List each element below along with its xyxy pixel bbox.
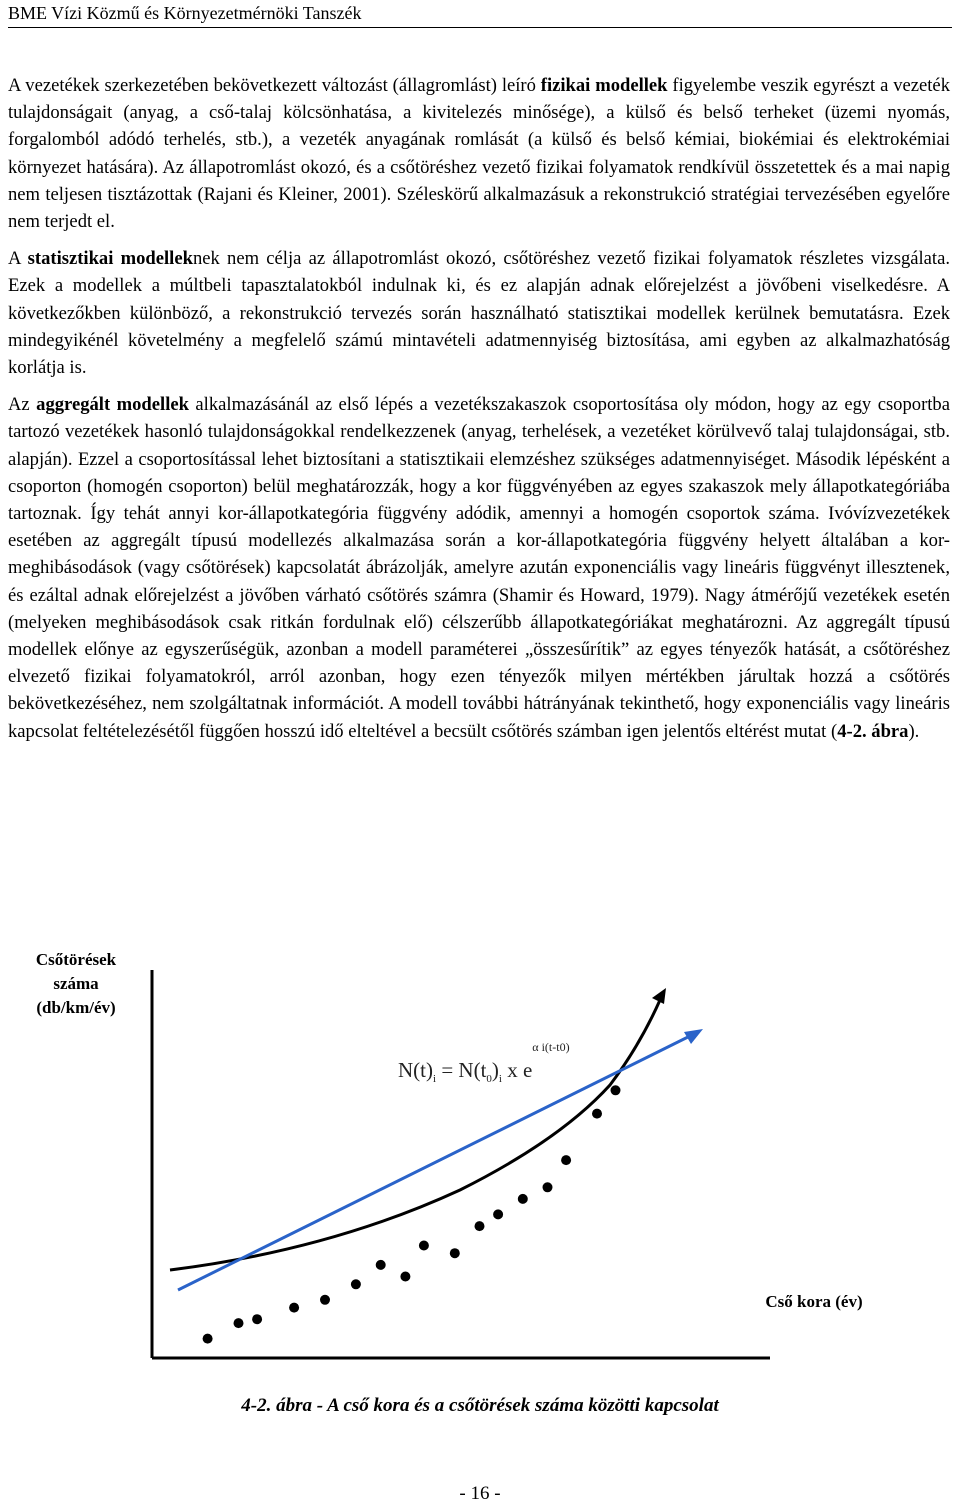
data-point: [376, 1260, 386, 1270]
page-number: - 16 -: [459, 1483, 501, 1504]
data-point: [561, 1155, 571, 1165]
formula-lhs-subscript: i: [433, 1073, 437, 1086]
data-point: [611, 1085, 621, 1095]
data-point: [320, 1295, 330, 1305]
data-point: [203, 1334, 213, 1344]
data-point: [592, 1109, 602, 1119]
data-point: [400, 1272, 410, 1282]
linear-fit-arrowhead: [684, 1029, 703, 1044]
formula-lhs: N(t): [398, 1058, 433, 1082]
text-run: nek nem célja az állapotromlást okozó, csőtöréshez vezető fizikai folyamatok részletes vizsgálata. Ezek a modellek a múltbeli tapasztalatokból indulnak ki, és ez alapján adnak előrejelzést a jövőbeni viselkedésre. A következőkben különböző, a rekonstrukció tervezés során használható statisztikai modellek kerülnek bemutatásra. Ezek mindegyikénél követelmény a megfelelő számú mintavételi adatmennyiség biztosítása, ami egyben az alkalmazhatóság korlátja is.: [8, 248, 950, 379]
figure-plot: [0, 930, 960, 1430]
y-axis-label: Csőtörések száma (db/km/év): [35, 950, 117, 1017]
formula-exponent: α i(t-t0): [532, 1040, 570, 1054]
text-run: Az: [8, 394, 37, 416]
data-point: [351, 1279, 361, 1289]
data-point: [493, 1209, 503, 1219]
formula-equals: = N(t: [436, 1058, 487, 1082]
exponential-fit-curve: [170, 1000, 660, 1270]
bold-term: aggregált modellek: [36, 394, 189, 416]
figure-caption: 4-2. ábra - A cső kora és a csőtörések száma közötti kapcsolat: [241, 1395, 719, 1416]
text-run: alkalmazásánál az első lépés a vezetékszakaszok csoportosítása oly módon, hogy az egy csoportba tartozó vezetékek hasonló tulajdonságokkal rendelkezzenek (anyag, terhelések, a vezetéket körülvevő talaj tulajdonságai, stb. alapján). Ezzel a csoportosítással lehet biztosítani a statisztikaii elemzéshez szükséges adatmennyiséget. Második lépésként a csoporton (homogén csoporton) belül meghatározzák, hogy a kor függvényében az egyes szakaszok mely állapotkategóriába tartoznak. Így tehát annyi kor-állapotkategória függvény adódik, amennyi a homogén csoportok száma. Ivóvízvezetékek esetében az aggregált típusú modellezés alkalmazása során a kor-állapotkategória függvény helyett általában a kor-meghibásodások (vagy csőtörések) kapcsolatát ábrázolják, amelyre azután exponenciális vagy lineáris függvényt illesztenek, és ezáltal adnak előrejelzést a jövőben várható csőtörés számra (Shamir és Howard, 1979). Nagy átmérőjű vezetékek esetén (melyeken meghibásodások csak ritkán fordulnak elő) célszerűbb állapotkategóriákat meghatározni. Az aggregált típusú modellek előnye az egyszerűségük, azonban a modell paraméterei „összesűrítik” az egyes tényezők hatását, a csőtöréshez elvezető fizikai folyamatokról, arról azonban, hogy ezen tényezők milyen mértékben járultak hozzá a csőtörés bekövetkezéséhez, nem szolgáltatnak információt. A modell további hátrányának tekinthető, hogy exponenciális vagy lineáris kapcsolat feltételezésétől függően hosszú idő elteltével a becsült csőtörés számban igen jelentős eltérést mutat (: [8, 394, 950, 742]
data-point: [289, 1303, 299, 1313]
paragraph: [8, 245, 950, 381]
text-run: A vezetékek szerkezetében bekövetkezett változást (állagromlást) leíró: [8, 75, 541, 96]
bold-term: 4-2. ábra: [837, 720, 909, 742]
data-point: [252, 1314, 262, 1324]
bold-term: fizikai modellek: [540, 75, 668, 96]
formula-close: ): [491, 1058, 499, 1082]
data-points: [203, 1085, 621, 1343]
x-axis-label: Cső kora (év): [765, 1292, 863, 1311]
chart-axes: [152, 970, 770, 1358]
data-point: [518, 1194, 528, 1204]
data-point: [450, 1248, 460, 1258]
header-divider: [8, 27, 952, 28]
data-point: [419, 1241, 429, 1251]
bold-term: statisztikai modellek: [27, 248, 193, 270]
formula-sub0: 0: [486, 1073, 492, 1086]
text-run: ).: [908, 720, 920, 742]
body-text: [8, 72, 950, 755]
data-point: [543, 1182, 553, 1192]
paragraph: [8, 391, 950, 745]
data-point: [234, 1318, 244, 1328]
data-point: [475, 1221, 485, 1231]
formula-sub1: i: [498, 1073, 502, 1086]
formula-times: x e: [501, 1058, 533, 1082]
paragraph: [8, 72, 950, 235]
text-run: figyelembe veszik egyrészt a vezeték tulajdonságait (anyag, a cső-talaj kölcsönhatása, a kivitelezés minősége), a külső és belső terheket (üzemi nyomás, forgalomból adódó terhelés, stb.), a vezeték anyagának romlását (a külső és belső kémiai, biokémiai és elektrokémiai környezet hatására). Az állapotromlást okozó, és a csőtöréshez vezető fizikai folyamatok rendkívül összetettek és a mai napig nem teljesen tisztázottak (Rajani és Kleiner, 2001). Széleskörű alkalmazásuk a rekonstrukció stratégiai tervezésében egyelőre nem terjedt el.: [8, 75, 950, 233]
running-header: BME Vízi Közmű és Környezetmérnöki Tanszék: [8, 3, 362, 23]
text-run: A: [8, 248, 28, 270]
